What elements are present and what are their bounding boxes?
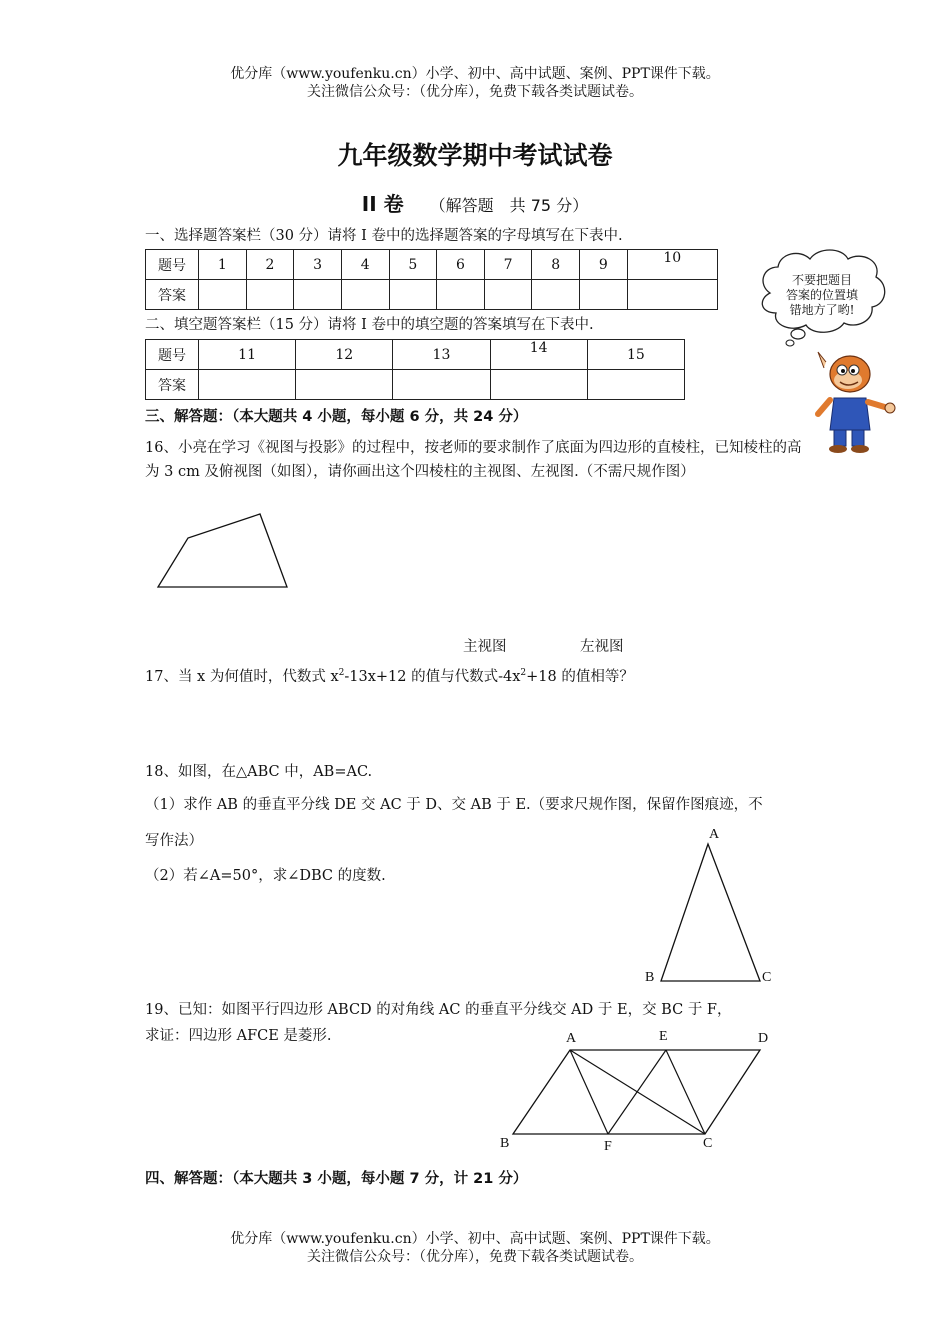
vertex-label-c: C — [703, 1136, 713, 1151]
vertex-label-d: D — [758, 1031, 769, 1046]
table-row — [146, 250, 718, 280]
side-view-label: 左视图 — [580, 639, 624, 655]
question-17-text — [145, 664, 634, 686]
section4-heading: 四、解答题：（本大题共 3 小题，每小题 7 分，计 21 分） — [145, 1171, 528, 1187]
question-19-line-2: 求证：四边形 AFCE 是菱形. — [145, 1028, 332, 1044]
q17-prefix: 17、当 x 为何值时，代数式 x — [145, 668, 339, 685]
answer-cell[interactable] — [587, 370, 684, 400]
vertex-label-c: C — [762, 970, 772, 985]
bubble-line-1: 不要把题目 — [791, 273, 852, 287]
answer-cell[interactable] — [341, 280, 389, 310]
bubble-line-2: 答案的位置填 — [785, 288, 858, 302]
question-number: 1 — [199, 250, 247, 280]
question-number: 2 — [246, 250, 294, 280]
answer-cell[interactable] — [296, 370, 393, 400]
question-number: 8 — [532, 250, 580, 280]
question-18-line-1: 18、如图，在△ABC 中，AB=AC. — [145, 764, 373, 780]
q17-exponent-2: 2 — [520, 668, 527, 678]
answer-cell[interactable] — [294, 280, 342, 310]
question-18-line-3: 写作法） — [145, 833, 203, 849]
footer-line-2: 关注微信公众号：（优分库），免费下载各类试题试卷。 — [307, 1249, 643, 1265]
vertex-label-f: F — [604, 1139, 612, 1154]
question-number: 15 — [587, 340, 684, 370]
page-subtitle — [0, 188, 950, 217]
section1-instruction: 一、选择题答案栏（30 分）请将 I 卷中的选择题答案的字母填写在下表中. — [145, 228, 623, 244]
vertex-label-e: E — [659, 1029, 668, 1044]
question-19-line-1: 19、已知：如图平行四边形 ABCD 的对角线 AC 的垂直平分线交 AD 于 E，交 BC 于 F， — [145, 1002, 732, 1018]
table-row — [146, 340, 685, 370]
cartoon-character — [812, 348, 898, 456]
table-row — [146, 280, 718, 310]
question-number: 5 — [389, 250, 437, 280]
front-view-label: 主视图 — [463, 639, 507, 655]
vertex-label-b: B — [645, 970, 655, 985]
question-number: 3 — [294, 250, 342, 280]
question-number: 13 — [393, 340, 490, 370]
footer-line-1: 优分库（www.youfenku.cn）小学、初中、高中试题、案例、PPT课件下载。 — [230, 1231, 720, 1247]
question-number: 7 — [484, 250, 532, 280]
answer-cell[interactable] — [484, 280, 532, 310]
q17-exponent-1: 2 — [338, 668, 345, 678]
question-number: 9 — [580, 250, 628, 280]
triangle-abc-figure — [640, 826, 780, 991]
speech-bubble — [752, 243, 892, 353]
bubble-text — [772, 273, 872, 318]
answer-cell[interactable] — [532, 280, 580, 310]
question-18-line-4: （2）若∠A=50°，求∠DBC 的度数. — [145, 868, 386, 884]
section3-heading: 三、解答题：（本大题共 4 小题，每小题 6 分，共 24 分） — [145, 409, 528, 425]
volume-label: II 卷 — [361, 192, 404, 216]
vertex-label-a: A — [709, 827, 720, 842]
table-row — [146, 370, 685, 400]
answer-cell[interactable] — [437, 280, 485, 310]
header-line-1: 优分库（www.youfenku.cn）小学、初中、高中试题、案例、PPT课件下载。 — [230, 66, 720, 82]
answer-cell[interactable] — [199, 370, 296, 400]
row-label: 题号 — [146, 250, 199, 280]
question-16-text: 16、小亮在学习《视图与投影》的过程中，按老师的要求制作了底面为四边形的直棱柱，已知棱柱的高为 3 cm 及俯视图（如图），请你画出这个四棱柱的主视图、左视图.（不需尺规作图） — [145, 440, 802, 480]
header-line-2: 关注微信公众号：（优分库），免费下载各类试题试卷。 — [307, 84, 643, 100]
q17-suffix: +18 的值相等？ — [526, 668, 634, 685]
answer-cell[interactable] — [246, 280, 294, 310]
question-number: 12 — [296, 340, 393, 370]
section2-instruction: 二、填空题答案栏（15 分）请将 I 卷中的填空题的答案填写在下表中. — [145, 317, 594, 333]
vertex-label-b: B — [500, 1136, 510, 1151]
page-title: 九年级数学期中考试试卷 — [337, 141, 613, 170]
row-label: 题号 — [146, 340, 199, 370]
q17-middle: -13x+12 的值与代数式-4x — [344, 668, 521, 685]
question-number: 4 — [341, 250, 389, 280]
volume-note: （解答题 共 75 分） — [429, 196, 589, 215]
row-label: 答案 — [146, 370, 199, 400]
fill-answer-table — [145, 339, 685, 400]
answer-cell[interactable] — [580, 280, 628, 310]
cartoon-mascot-icon — [812, 348, 898, 456]
question-number: 6 — [437, 250, 485, 280]
question-number: 10 — [627, 250, 717, 280]
top-view-quadrilateral — [150, 508, 295, 598]
question-18-line-2: （1）求作 AB 的垂直平分线 DE 交 AC 于 D、交 AB 于 E.（要求尺规作图，保留作图痕迹，不 — [145, 797, 763, 813]
answer-cell[interactable] — [627, 280, 717, 310]
row-label: 答案 — [146, 280, 199, 310]
choice-answer-table — [145, 249, 718, 310]
answer-cell[interactable] — [490, 370, 587, 400]
parallelogram-abcd-figure — [500, 1040, 780, 1140]
answer-cell[interactable] — [199, 280, 247, 310]
question-number: 14 — [490, 340, 587, 370]
vertex-label-a: A — [566, 1031, 577, 1046]
answer-cell[interactable] — [393, 370, 490, 400]
answer-cell[interactable] — [389, 280, 437, 310]
bubble-line-3: 错地方了哟! — [789, 303, 855, 317]
question-number: 11 — [199, 340, 296, 370]
